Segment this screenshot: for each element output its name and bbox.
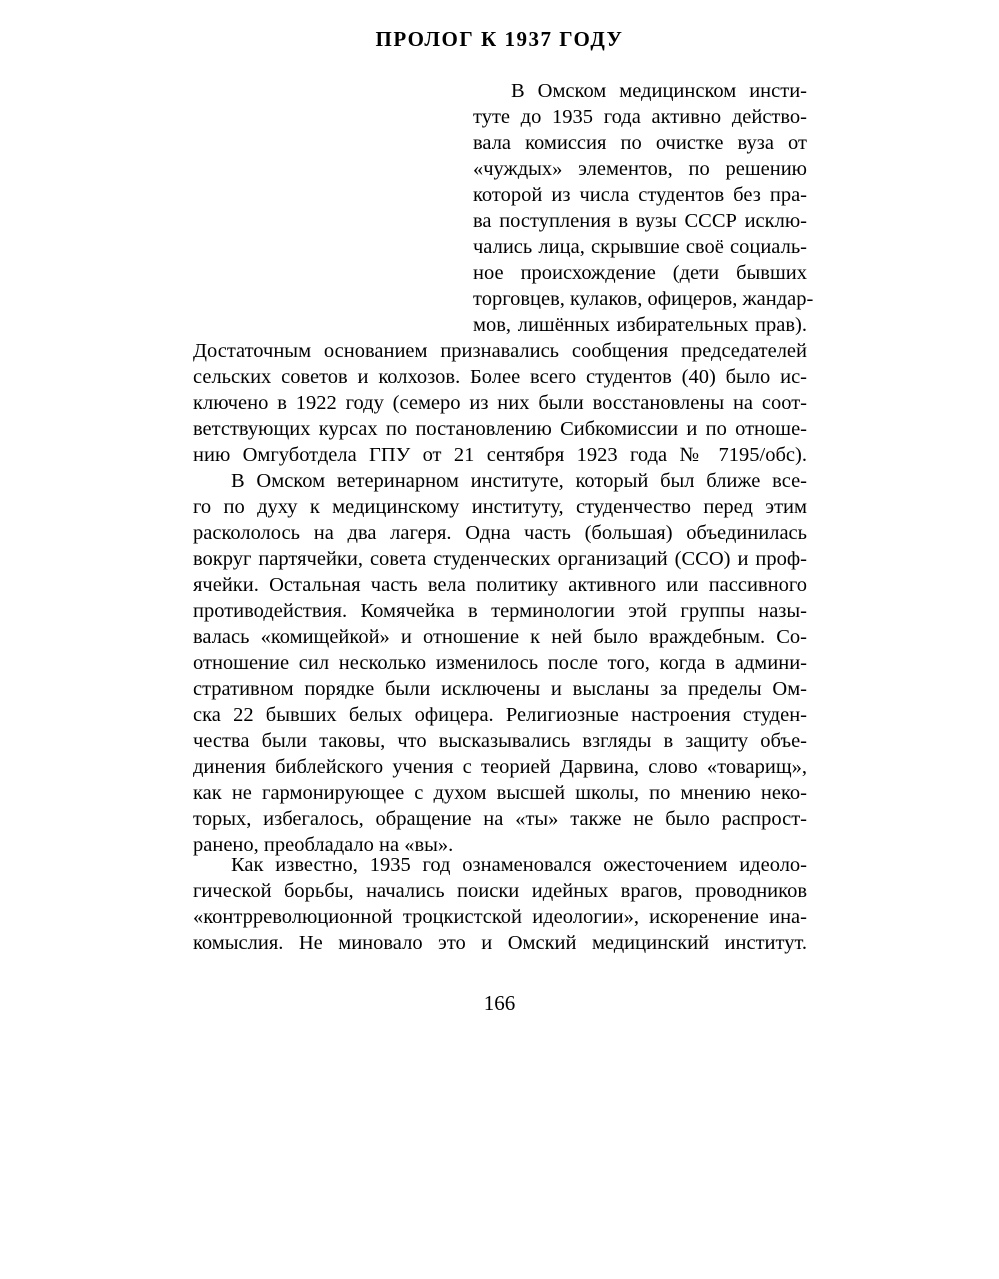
text-line: раскололось на два лагеря. Одна часть (большая) объединилась bbox=[193, 522, 807, 544]
text-line: вала комиссия по очистке вуза от bbox=[473, 132, 807, 154]
paragraph-veterinary-institute bbox=[193, 468, 807, 858]
text-line: динения библейского учения с теорией Дарвина, слово «товарищ», bbox=[193, 756, 807, 778]
paragraph-medical-commission bbox=[473, 78, 814, 338]
text-line: Достаточным основанием признавались сообщения председателей bbox=[193, 340, 807, 362]
text-line: ранено, преобладало на «вы». bbox=[193, 834, 454, 856]
text-line: стративном порядке были исключены и высланы за пределы Ом- bbox=[193, 678, 807, 700]
text-line: чества были таковы, что высказывались взгляды в защиту объе- bbox=[193, 730, 807, 752]
text-line: ветствующих курсах по постановлению Сибкомиссии и по отноше- bbox=[193, 418, 807, 440]
text-line: противодействия. Комячейка в терминологии этой группы назы- bbox=[193, 600, 807, 622]
text-line: мов, лишённых избирательных прав). bbox=[473, 314, 807, 336]
text-line: ва поступления в вузы СССР исклю- bbox=[473, 210, 807, 232]
text-line: отношение сил несколько изменилось после того, когда в админи- bbox=[193, 652, 807, 674]
text-line: гической борьбы, начались поиски идейных врагов, проводников bbox=[193, 880, 807, 902]
text-line: Как известно, 1935 год ознаменовался ожесточением идеоло- bbox=[231, 854, 807, 876]
text-line: «чуждых» элементов, по решению bbox=[473, 158, 807, 180]
running-header: ПРОЛОГ К 1937 ГОДУ bbox=[375, 27, 624, 51]
text-line: В Омском медицинском инсти- bbox=[511, 80, 807, 102]
text-line: туте до 1935 года активно действо- bbox=[473, 106, 807, 128]
text-line: вокруг партячейки, совета студенческих организаций (ССО) и проф- bbox=[193, 548, 807, 570]
page-number: 166 bbox=[483, 991, 516, 1015]
text-line: ячейки. Остальная часть вела политику активного или пассивного bbox=[193, 574, 807, 596]
text-line: торговцев, кулаков, офицеров, жандар- bbox=[473, 288, 814, 310]
text-line: ска 22 бывших белых офицера. Религиозные настроения студен- bbox=[193, 704, 807, 726]
text-line: чались лица, скрывшие своё социаль- bbox=[473, 236, 807, 258]
text-line: го по духу к медицинскому институту, студенчество перед этим bbox=[193, 496, 807, 518]
text-line: ное происхождение (дети бывших bbox=[473, 262, 807, 284]
paragraph-1935-ideology bbox=[193, 852, 807, 956]
text-line: валась «комищейкой» и отношение к ней было враждебным. Со- bbox=[193, 626, 807, 648]
paragraph-continuation bbox=[193, 338, 807, 468]
text-line: которой из числа студентов без пра- bbox=[473, 184, 807, 206]
text-line: комыслия. Не миновало это и Омский медицинский институт. bbox=[193, 932, 807, 954]
text-line: ключено в 1922 году (семеро из них были восстановлены на соот- bbox=[193, 392, 807, 414]
text-line: как не гармонирующее с духом высшей школы, по мнению неко- bbox=[193, 782, 807, 804]
text-line: сельских советов и колхозов. Более всего студентов (40) было ис- bbox=[193, 366, 807, 388]
text-line: «контрреволюционной троцкистской идеологии», искоренение ина- bbox=[193, 906, 807, 928]
text-line: торых, избегалось, обращение на «ты» также не было распрост- bbox=[193, 808, 807, 830]
text-line: нию Омгуботдела ГПУ от 21 сентября 1923 года № 7195/обс). bbox=[193, 444, 807, 466]
text-line: В Омском ветеринарном институте, который был ближе все- bbox=[231, 470, 807, 492]
